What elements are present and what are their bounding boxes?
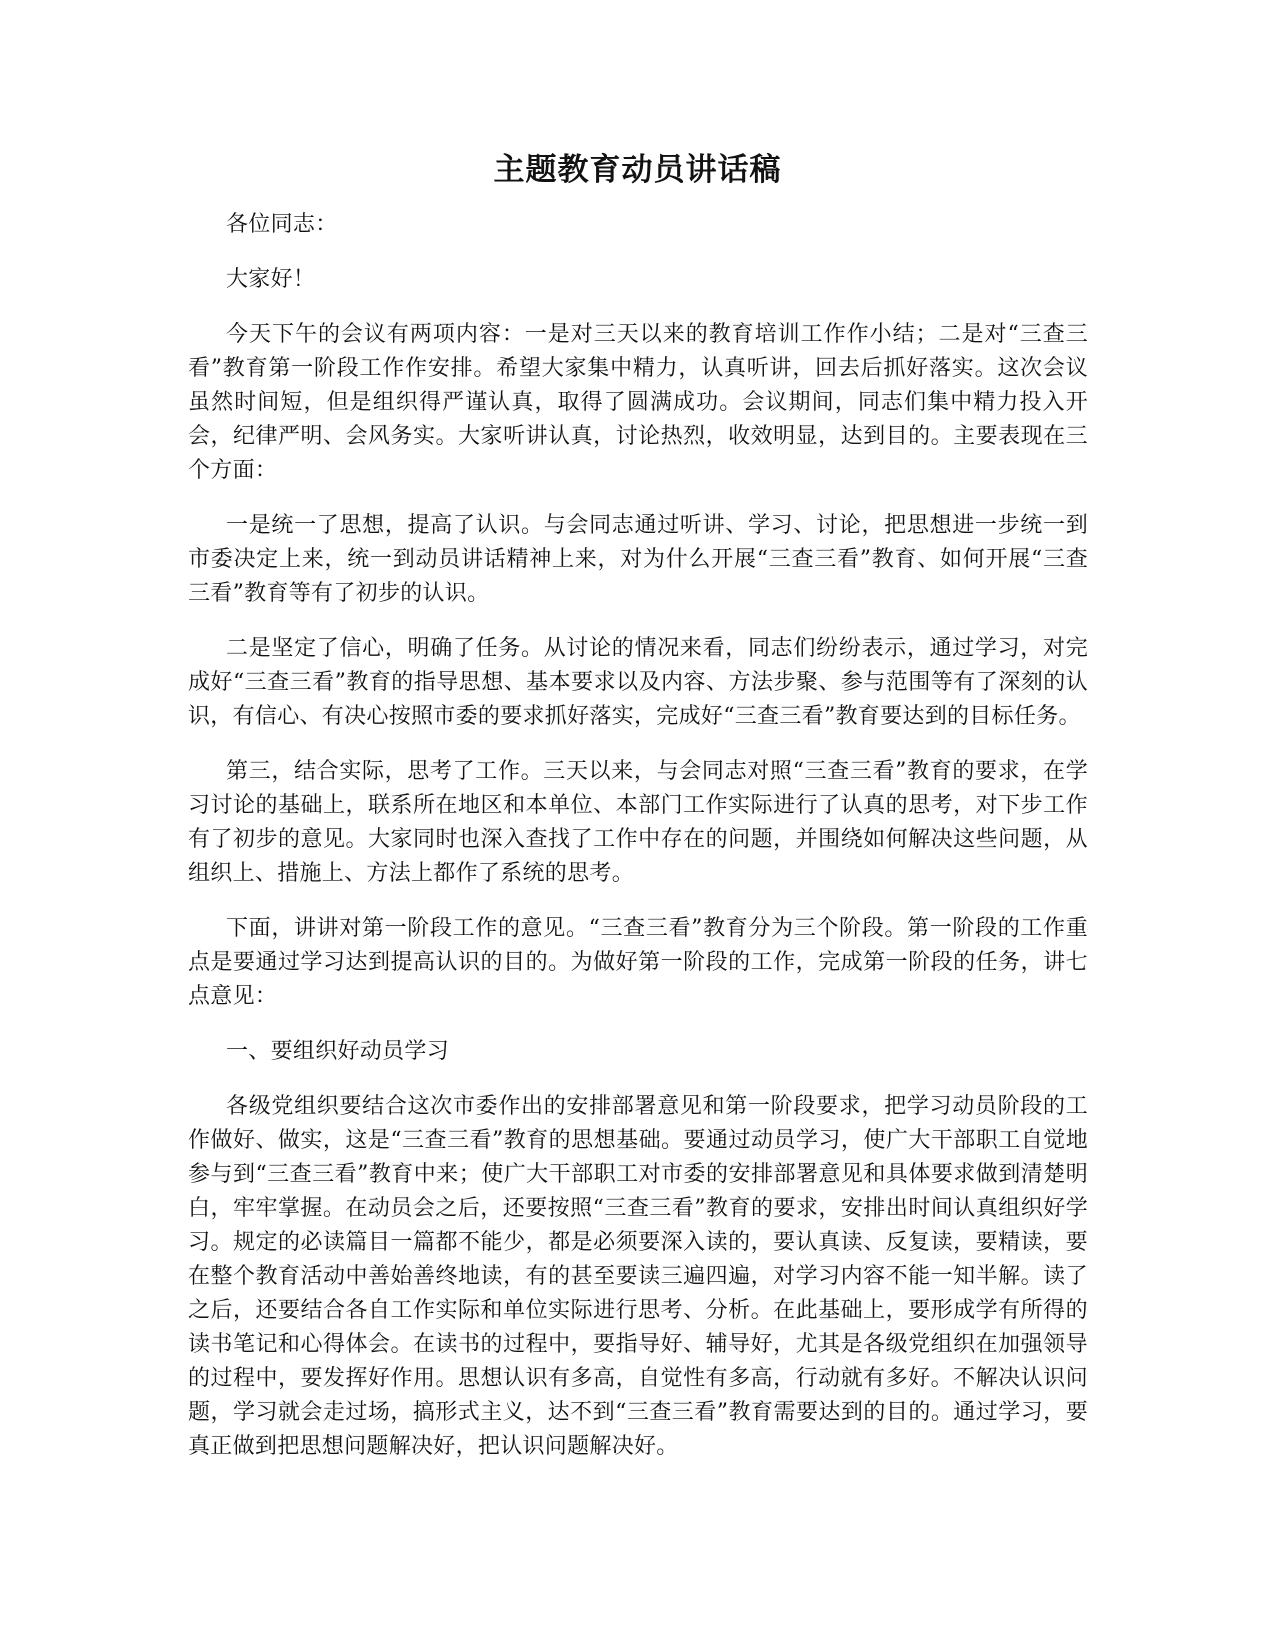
paragraph-point-two: 二是坚定了信心，明确了任务。从讨论的情况来看，同志们纷纷表示，通过学习，对完成好“三查三看”教育的指导思想、基本要求以及内容、方法步聚、参与范围等有了深刻的认识，有信心、有决心按照市委的要求抓好落实，完成好“三查三看”教育要达到的目标任务。 [188, 636, 1088, 729]
paragraph-section-one-body: 各级党组织要结合这次市委作出的安排部署意见和第一阶段要求，把学习动员阶段的工作做好、做实，这是“三查三看”教育的思想基础。要通过动员学习，使广大干部职工自觉地参与到“三查三看”教育中来；使广大干部职工对市委的安排部署意见和具体要求做到清楚明白，牢牢掌握。在动员会之后，还要按照“三查三看”教育的要求，安排出时间认真组织好学习。规定的必读篇目一篇都不能少，都是必须要深入读的，要认真读、反复读，要精读，要在整个教育活动中善始善终地读，有的甚至要读三遍四遍，对学习内容不能一知半解。读了之后，还要结合各自工作实际和单位实际进行思考、分析。在此基础上，要形成学有所得的读书笔记和心得体会。在读书的过程中，要指导好、辅导好，尤其是各级党组织在加强领导的过程中，要发挥好作用。思想认识有多高，自觉性有多高，行动就有多好。不解决认识问题，学习就会走过场，搞形式主义，达不到“三查三看”教育需要达到的目的。通过学习，要真正做到把思想问题解决好，把认识问题解决好。 [188, 1094, 1088, 1459]
document-title: 主题教育动员讲话稿 [493, 152, 782, 188]
paragraph-stage-one-intro: 下面，讲讲对第一阶段工作的意见。“三查三看”教育分为三个阶段。第一阶段的工作重点是要通过学习达到提高认识的目的。为做好第一阶段的工作，完成第一阶段的任务，讲七点意见： [188, 916, 1088, 1009]
paragraph-point-three: 第三，结合实际，思考了工作。三天以来，与会同志对照“三查三看”教育的要求，在学习讨论的基础上，联系所在地区和本单位、本部门工作实际进行了认真的思考，对下步工作有了初步的意见。大家同时也深入查找了工作中存在的问题，并围绕如何解决这些问题，从组织上、措施上、方法上都作了系统的思考。 [188, 759, 1088, 886]
paragraph-point-one: 一是统一了思想，提高了认识。与会同志通过听讲、学习、讨论，把思想进一步统一到市委决定上来，统一到动员讲话精神上来，对为什么开展“三查三看”教育、如何开展“三查三看”教育等有了初步的认识。 [188, 513, 1088, 606]
salutation: 各位同志： [226, 212, 338, 237]
paragraph-intro: 今天下午的会议有两项内容：一是对三天以来的教育培训工作作小结；二是对“三查三看”教育第一阶段工作作安排。希望大家集中精力，认真听讲，回去后抓好落实。这次会议虽然时间短，但是组织得严谨认真，取得了圆满成功。会议期间，同志们集中精力投入开会，纪律严明、会风务实。大家听讲认真，讨论热烈，收效明显，达到目的。主要表现在三个方面： [188, 322, 1088, 483]
section-heading-one: 一、要组织好动员学习 [226, 1039, 450, 1064]
greeting: 大家好！ [226, 267, 316, 292]
document-body [188, 208, 1088, 1485]
